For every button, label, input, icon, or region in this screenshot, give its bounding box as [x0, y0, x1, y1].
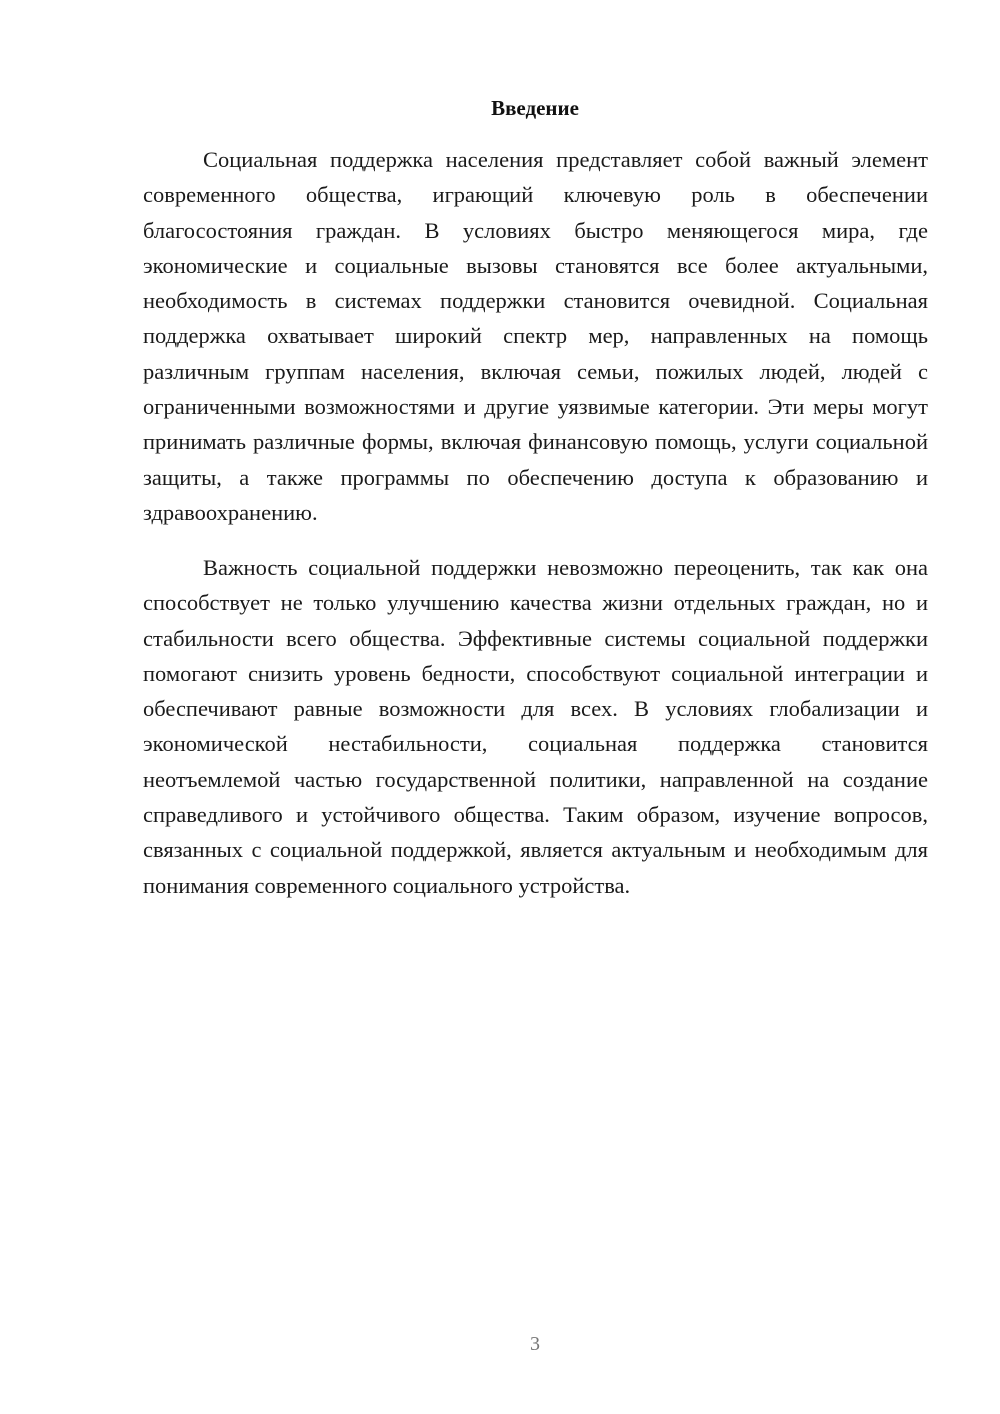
paragraph-1: Социальная поддержка населения представляет собой важный элемент современного общества, играющий ключевую роль в обеспечении благосостояния граждан. В условиях быстро меняющегося мира, где экономические и социальные вызовы становятся все более актуальными, необходимость в системах поддержки становится очевидной. Социальная поддержка охватывает широкий спектр мер, направленных на помощь различным группам населения, включая семьи, пожилых людей, людей с ограниченными возможностями и другие уязвимые категории. Эти меры могут принимать различные формы, включая финансовую помощь, услуги социальной защиты, а также программы по обеспечению доступа к образованию и здравоохранению. — [143, 147, 928, 525]
page-number: 3 — [530, 1333, 540, 1355]
paragraph-2: Важность социальной поддержки невозможно переоценить, так как она способствует не только улучшению качества жизни отдельных граждан, но и стабильности всего общества. Эффективные системы социальной поддержки помогают снизить уровень бедности, способствуют социальной интеграции и обеспечивают равные возможности для всех. В условиях глобализации и экономической нестабильности, социальная поддержка становится неотъемлемой частью государственной политики, направленной на создание справедливого и устойчивого общества. Таким образом, изучение вопросов, связанных с социальной поддержкой, является актуальным и необходимым для понимания современного социального устройства. — [143, 555, 928, 898]
page-title: Введение — [491, 96, 579, 120]
